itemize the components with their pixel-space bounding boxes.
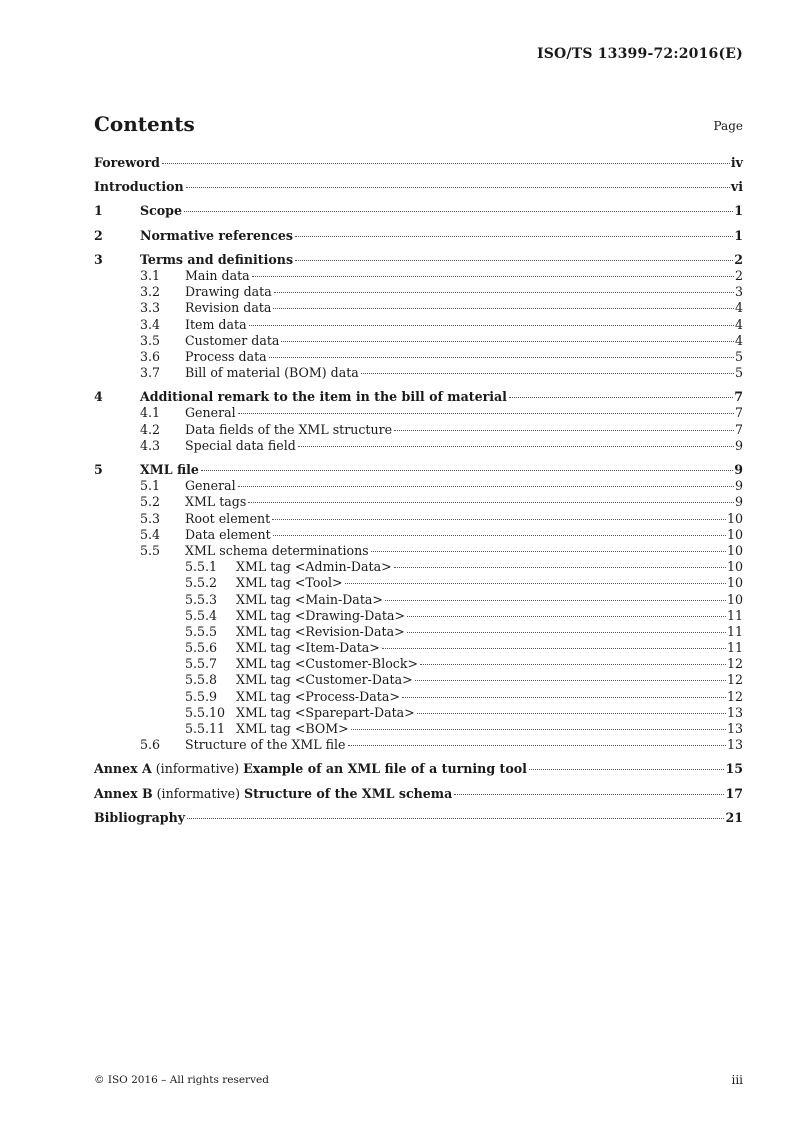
toc-entry-page: 10 bbox=[726, 591, 743, 607]
toc-entry-title: XML tag <Revision-Data> bbox=[236, 623, 405, 639]
toc-entry-number: 4.1 bbox=[140, 405, 161, 421]
annex-title: Structure of the XML schema bbox=[243, 785, 453, 801]
toc-entry-5-3[interactable] bbox=[94, 511, 743, 527]
toc-entry-page: 10 bbox=[726, 510, 743, 526]
toc-leader bbox=[509, 397, 733, 398]
toc-entry-page: vi bbox=[730, 179, 743, 195]
toc-entry-3-2[interactable] bbox=[94, 284, 743, 300]
toc-leader bbox=[269, 357, 734, 358]
toc-entry-number: 3.3 bbox=[140, 300, 161, 316]
annex-type: (informative) bbox=[152, 785, 244, 801]
toc-entry-page: 10 bbox=[726, 542, 743, 558]
toc-leader bbox=[402, 697, 726, 698]
toc-leader bbox=[272, 519, 726, 520]
toc-entry-title: Foreword bbox=[94, 155, 160, 170]
toc-entry-number: 3.4 bbox=[140, 316, 161, 332]
toc-leader bbox=[407, 616, 726, 617]
toc-entry-title: Special data field bbox=[185, 437, 296, 453]
toc-entry-number: 3.2 bbox=[140, 284, 161, 300]
toc-entry-number: 5.5.9 bbox=[185, 688, 218, 704]
toc-entry-page: 2 bbox=[734, 267, 743, 283]
toc-entry-number: 5.2 bbox=[140, 494, 161, 510]
toc-entry-number: 5.5 bbox=[140, 542, 161, 558]
toc-entry-5-2[interactable] bbox=[94, 494, 743, 510]
toc-entry-page: 5 bbox=[734, 348, 743, 364]
toc-entry-title bbox=[94, 786, 452, 802]
toc-entry-number: 5.5.10 bbox=[185, 704, 226, 720]
toc-entry-number: 4.2 bbox=[140, 421, 161, 437]
annex-type: (informative) bbox=[151, 761, 244, 777]
toc-leader bbox=[385, 600, 726, 601]
toc-leader bbox=[187, 818, 724, 819]
toc-entry-page: iv bbox=[730, 155, 743, 170]
toc-entry-page: 3 bbox=[734, 284, 743, 300]
toc-entry-title: XML tag <Customer-Data> bbox=[236, 672, 413, 688]
toc-entry-title: Terms and definitions bbox=[140, 251, 294, 267]
toc-entry-title: Main data bbox=[185, 267, 250, 283]
toc-leader bbox=[371, 551, 726, 552]
toc-entry-number: 5 bbox=[94, 462, 103, 477]
toc-leader bbox=[186, 187, 730, 188]
toc-entry-title: Additional remark to the item in the bill of material bbox=[140, 389, 507, 405]
toc-entry-page: 4 bbox=[734, 300, 743, 316]
annex-label: Annex A bbox=[94, 761, 152, 777]
toc-entry-number: 5.5.2 bbox=[185, 575, 218, 591]
toc-entry-title: Bill of material (BOM) data bbox=[185, 365, 359, 381]
toc-entry-section-2[interactable] bbox=[94, 228, 743, 244]
toc-entry-section-5[interactable] bbox=[94, 462, 743, 478]
toc-entry-introduction[interactable] bbox=[94, 179, 743, 195]
toc-entry-page: 21 bbox=[725, 809, 743, 825]
toc-entry-page: 1 bbox=[734, 203, 743, 219]
toc-entry-number: 3.6 bbox=[140, 348, 161, 364]
toc-entry-number: 3.7 bbox=[140, 365, 161, 381]
toc-leader bbox=[420, 664, 726, 665]
toc-entry-page: 4 bbox=[734, 332, 743, 348]
toc-entry-page: 10 bbox=[726, 526, 743, 542]
toc-entry-title: Customer data bbox=[185, 332, 280, 348]
toc-entry-page: 9 bbox=[734, 462, 743, 477]
toc-leader bbox=[184, 211, 733, 212]
toc-entry-title: General bbox=[185, 405, 236, 421]
toc-entry-number: 5.1 bbox=[140, 478, 161, 494]
toc-entry-page: 4 bbox=[734, 316, 743, 332]
toc-entry-number: 5.4 bbox=[140, 526, 161, 542]
toc-entry-title: Drawing data bbox=[185, 284, 272, 300]
toc-leader bbox=[295, 236, 733, 237]
toc-entry-3-5[interactable] bbox=[94, 333, 743, 349]
toc-entry-4-1[interactable] bbox=[94, 405, 743, 421]
toc-leader bbox=[382, 648, 726, 649]
toc-leader bbox=[273, 535, 726, 536]
annex-title: Example of an XML file of a turning tool bbox=[243, 761, 527, 777]
toc-leader bbox=[201, 470, 733, 471]
toc-entry-bibliography[interactable] bbox=[94, 810, 743, 826]
page-column-label: Page bbox=[713, 119, 743, 133]
toc-leader bbox=[274, 292, 734, 293]
toc-entry-title: Bibliography bbox=[94, 809, 186, 825]
toc-entry-title: XML tag <BOM> bbox=[236, 721, 349, 736]
toc-entry-title: Process data bbox=[185, 348, 267, 364]
toc-entry-page: 7 bbox=[734, 421, 743, 437]
toc-entry-page: 12 bbox=[726, 688, 743, 704]
toc-leader bbox=[454, 794, 724, 795]
toc-entry-4-2[interactable] bbox=[94, 422, 743, 438]
toc-entry-number: 5.5.5 bbox=[185, 623, 218, 639]
toc-entry-page: 5 bbox=[734, 365, 743, 381]
toc-leader bbox=[394, 430, 734, 431]
toc-leader bbox=[273, 308, 734, 309]
toc-entry-page: 11 bbox=[726, 623, 743, 639]
toc-entry-3-7[interactable] bbox=[94, 365, 743, 381]
toc-entry-page: 10 bbox=[726, 575, 743, 591]
toc-entry-title: XML tag <Customer-Block> bbox=[236, 656, 419, 672]
toc-leader bbox=[238, 486, 734, 487]
toc-entry-page: 11 bbox=[726, 607, 743, 623]
toc-entry-5-5-1[interactable] bbox=[94, 559, 743, 575]
toc-entry-number: 4 bbox=[94, 389, 103, 405]
toc-leader bbox=[345, 583, 726, 584]
toc-leader bbox=[529, 769, 725, 770]
toc-entry-5-5[interactable] bbox=[94, 543, 743, 559]
toc-entry-number: 5.6 bbox=[140, 737, 161, 753]
toc-entry-5-1[interactable] bbox=[94, 478, 743, 494]
toc-entry-title: XML tag <Process-Data> bbox=[236, 688, 400, 704]
toc-entry-5-5-3[interactable] bbox=[94, 592, 743, 608]
copyright-notice: © ISO 2016 – All rights reserved bbox=[94, 1074, 269, 1086]
toc-leader bbox=[248, 502, 734, 503]
toc-entry-title: XML schema determinations bbox=[185, 542, 369, 558]
toc-entry-3-3[interactable] bbox=[94, 300, 743, 316]
toc-entry-number: 3 bbox=[94, 251, 103, 267]
toc-leader bbox=[348, 745, 726, 746]
toc-entry-5-6[interactable] bbox=[94, 737, 743, 753]
toc-entry-page: 15 bbox=[725, 761, 743, 777]
toc-leader bbox=[417, 713, 726, 714]
toc-entry-4-3[interactable] bbox=[94, 438, 743, 454]
toc-entry-title: XML tag <Item-Data> bbox=[236, 640, 380, 656]
toc-entry-page: 13 bbox=[726, 721, 743, 736]
toc-entry-section-3[interactable] bbox=[94, 252, 743, 268]
toc-entry-page: 13 bbox=[726, 737, 743, 753]
toc-entry-number: 5.5.1 bbox=[185, 559, 218, 575]
toc-entry-number: 1 bbox=[94, 203, 103, 219]
toc-entry-page: 7 bbox=[734, 389, 743, 405]
toc-entry-annex-b[interactable] bbox=[94, 786, 743, 802]
toc-entry-number: 5.5.11 bbox=[185, 721, 226, 736]
toc-entry-5-5-4[interactable] bbox=[94, 608, 743, 624]
toc-entry-5-5-2[interactable] bbox=[94, 575, 743, 591]
toc-entry-page: 1 bbox=[734, 227, 743, 243]
toc-entry-5-5-6[interactable] bbox=[94, 640, 743, 656]
toc-leader bbox=[298, 446, 734, 447]
toc-entry-title: XML tag <Tool> bbox=[236, 575, 343, 591]
toc-leader bbox=[295, 260, 733, 261]
toc-entry-title: XML tag <Sparepart-Data> bbox=[236, 704, 415, 720]
toc-entry-title: Item data bbox=[185, 316, 247, 332]
toc-entry-page: 10 bbox=[726, 559, 743, 575]
toc-leader bbox=[252, 276, 734, 277]
toc-entry-number: 3.5 bbox=[140, 332, 161, 348]
toc-entry-number: 5.5.6 bbox=[185, 640, 218, 656]
toc-entry-title bbox=[94, 761, 527, 777]
toc-entry-foreword[interactable] bbox=[94, 155, 743, 171]
toc-entry-page: 9 bbox=[734, 494, 743, 510]
toc-entry-number: 3.1 bbox=[140, 267, 161, 283]
toc-entry-page: 11 bbox=[726, 640, 743, 656]
toc-entry-section-1[interactable] bbox=[94, 203, 743, 219]
toc-entry-page: 17 bbox=[725, 785, 743, 801]
toc-entry-3-1[interactable] bbox=[94, 268, 743, 284]
toc-leader bbox=[281, 341, 734, 342]
toc-entry-5-5-5[interactable] bbox=[94, 624, 743, 640]
toc-entry-5-5-11[interactable] bbox=[94, 721, 743, 737]
toc-entry-number: 5.5.8 bbox=[185, 672, 218, 688]
toc-entry-section-4[interactable] bbox=[94, 389, 743, 405]
toc-entry-5-4[interactable] bbox=[94, 527, 743, 543]
page-number: iii bbox=[731, 1073, 743, 1087]
toc-leader bbox=[407, 632, 726, 633]
toc-entry-title: Scope bbox=[140, 203, 182, 219]
toc-entry-title: XML tag <Drawing-Data> bbox=[236, 607, 406, 623]
toc-entry-title: Structure of the XML file bbox=[185, 737, 346, 753]
toc-entry-annex-a[interactable] bbox=[94, 761, 743, 777]
toc-entry-page: 7 bbox=[734, 405, 743, 421]
toc-leader bbox=[249, 325, 734, 326]
toc-entry-page: 12 bbox=[726, 672, 743, 688]
toc-entry-page: 12 bbox=[726, 656, 743, 672]
toc-entry-5-5-9[interactable] bbox=[94, 689, 743, 705]
toc-entry-title: Root element bbox=[185, 510, 271, 526]
toc-entry-title: Data fields of the XML structure bbox=[185, 421, 393, 437]
toc-entry-page: 13 bbox=[726, 704, 743, 720]
toc-entry-page: 9 bbox=[734, 437, 743, 453]
toc-entry-title: Data element bbox=[185, 526, 271, 542]
page-title: Contents bbox=[94, 112, 195, 136]
toc-entry-5-5-7[interactable] bbox=[94, 656, 743, 672]
annex-label: Annex B bbox=[94, 785, 153, 801]
toc-entry-number: 5.5.4 bbox=[185, 607, 218, 623]
toc-leader bbox=[162, 163, 730, 164]
toc-leader bbox=[238, 413, 734, 414]
toc-entry-page: 2 bbox=[734, 251, 743, 267]
toc-entry-number: 2 bbox=[94, 227, 103, 243]
toc-entry-title: Introduction bbox=[94, 179, 184, 195]
toc-entry-title: XML tag <Main-Data> bbox=[236, 591, 383, 607]
toc-entry-number: 5.5.7 bbox=[185, 656, 218, 672]
toc-entry-5-5-10[interactable] bbox=[94, 705, 743, 721]
toc-entry-number: 5.5.3 bbox=[185, 591, 218, 607]
toc-leader bbox=[351, 729, 726, 730]
toc-entry-title: XML tag <Admin-Data> bbox=[236, 559, 392, 575]
toc-entry-title: General bbox=[185, 478, 236, 494]
toc-entry-5-5-8[interactable] bbox=[94, 672, 743, 688]
toc-leader bbox=[415, 680, 726, 681]
toc-entry-3-6[interactable] bbox=[94, 349, 743, 365]
toc-leader bbox=[361, 373, 734, 374]
toc-entry-title: Normative references bbox=[140, 227, 294, 243]
toc-entry-3-4[interactable] bbox=[94, 317, 743, 333]
document-id: ISO/TS 13399-72:2016(E) bbox=[536, 46, 743, 62]
toc-entry-number: 4.3 bbox=[140, 437, 161, 453]
toc-entry-page: 9 bbox=[734, 478, 743, 494]
toc-entry-title: XML file bbox=[140, 462, 199, 477]
toc-entry-title: XML tags bbox=[185, 494, 247, 510]
toc-leader bbox=[394, 567, 726, 568]
table-of-contents bbox=[94, 155, 743, 826]
toc-entry-number: 5.3 bbox=[140, 510, 161, 526]
toc-entry-title: Revision data bbox=[185, 300, 272, 316]
